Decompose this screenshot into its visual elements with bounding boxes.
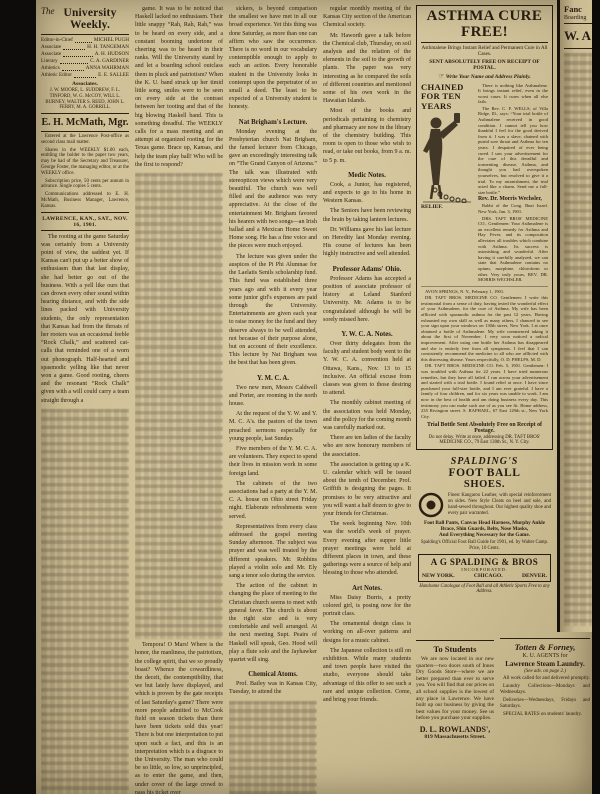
text-line: SPECIAL RATES on students' laundry. <box>503 712 582 717</box>
text-line: All work called for and delivered promptly. <box>503 676 591 681</box>
divider <box>41 34 129 35</box>
dateline: LAWRENCE, KAN., SAT., NOV. 16, 1901. <box>42 215 128 228</box>
article-paragraph: Miss Daisy Burris, a pretty colored girl, is posing now for the portrait class. <box>323 594 411 617</box>
asthma-free-line: SENT ABSOLUTELY FREE ON RECEIPT OF POSTAL. <box>429 58 540 71</box>
text-line: Shares in the WEEKLY $1.00 each, entitling the holder to the paper two years, may be had of the Secretary and Treasurer, George Foster, the managing editor, or at the WEEKLY office. <box>41 147 129 177</box>
article-paragraph: The cabinets of the two associations had a party at the Y. M. C. A. house on Ohio street Friday night. Elaborate refreshments were served. <box>229 480 317 520</box>
article-heading: Y. M. C. A. <box>256 374 290 382</box>
asthma-title-line2: FREE! <box>461 23 508 40</box>
article-paragraph: sickers, is beyond comparison the smallest we have met in all our broad experience. Yet this thing was done Saturday, as more than one can affirm who saw the occurrence. There is no word in our vocabulary contemptible enough to apply to such an action. Every honorable student in the University looks in contempt upon the perpetrator of so small a deed. The least to be expected of a University student is honesty. <box>229 6 317 111</box>
rowlands-name: D. L. ROWLANDS', <box>419 724 491 734</box>
article-paragraph: Two new men, Messrs Caldwell and Porter, are rooming in the north house. <box>229 384 317 407</box>
spalding-brand: SPALDING'S <box>450 456 519 468</box>
staff-name: H. H. TANGEMAN <box>87 44 129 50</box>
text-line: DENVER. <box>521 572 547 579</box>
adjacent-page-fragment: W. A <box>564 28 591 43</box>
asthma-testimonials <box>478 83 548 284</box>
article-paragraph: At the request of the Y. W. and Y. M. C. A's. the pastors of the town preached sermons especially for young people, last Sunday. <box>229 411 317 442</box>
article-paragraph: Prof. Bailey was in Kansas City, Tuesday, to attend the <box>229 681 317 696</box>
leader-dots <box>63 56 93 57</box>
column-2 <box>135 5 223 794</box>
article-paragraph: Cook, a Junior, has registered, and expects to go to his home in Western Kansas. <box>323 181 411 205</box>
article-heading: Rev. Dr. Morris Wechsler, <box>478 196 542 203</box>
staff-list <box>41 37 129 79</box>
staff-role: Associate <box>41 51 62 57</box>
adjacent-page-fragment: Boarding <box>564 15 587 21</box>
to-students-ad <box>416 640 494 740</box>
staff-name: E. E. SALLEE <box>98 72 129 78</box>
leader-dots <box>75 42 92 43</box>
see-adv-note: (See adv. on page 2.) <box>524 669 566 674</box>
article-paragraph: The action of the cabinet in changing the place of meeting to the Christian church seems to meet with general favor. The church is about the right size and is very comfortable and well arranged. At the next meeting Supt. Peairs of Haskell will speak, Geo. Hood will play a flute solo and the Jayhawker quartet will sing. <box>229 583 317 664</box>
spalding-cities <box>422 573 547 579</box>
spalding-logo-icon <box>418 492 444 518</box>
article-paragraph: DR. TAFT BROS. MEDICINE CO. Feb. 5, 1901. Gentlemen: I was troubled with Asthma for 22 years. I have tried numerous remedies, but they have all failed. I ran across your advertisement and started with a trial bottle. I found relief at once. I have since purchased your full-size bottle, and I am ever grateful. I have a family of four children, and for six years was unable to work. I am now in the best of health and am doing business every day. This testimony you can make such use of as you see fit. Home address, 235 Rivington street. S. RAPHAEL, 67 East 129th st., New York City. <box>421 363 548 419</box>
divider <box>41 212 129 213</box>
text-line: CHAINED <box>421 81 464 92</box>
article-paragraph: The Seniors have been reviewing the brain by taking lantern lectures. <box>323 208 411 223</box>
text-line: Subscription price, 50 cents per annum in advance. Single copies 5 cents. <box>41 178 129 190</box>
adjacent-page-fragment: Fanc <box>564 4 582 14</box>
spalding-ad <box>416 455 553 596</box>
staff-row <box>41 65 129 72</box>
spalding-shoe-copy: Finest Kangaroo Leather, with special reinforcement on sides. New Style Cleats on heel and sole, and hand-sewed throughout. Our highest quality shoe and every pair warranted. <box>448 493 551 516</box>
manager-name: E. H. McMath, Mgr. <box>41 117 129 129</box>
paper-title-the: The <box>41 6 55 16</box>
staff-row <box>41 37 129 44</box>
asthma-title-line1: ASTHMA CURE <box>426 8 543 24</box>
article-paragraph: The monthly cabinet meeting of the association was held Monday, and the policy for the coming month was carefully marked out. <box>323 400 411 431</box>
illegible-text-region <box>135 173 223 639</box>
spalding-gear-line2: And Everything Necessary for the Game. <box>439 532 530 539</box>
associates-names: J. W. MOORE, L. SUDDREW, F. L. TINFORD, W. G. McCOY, WILL L. BURNEY, WALTER S. REED, JOHN L. FERRY, M. A. GORRILL. <box>45 88 125 111</box>
ads-column <box>416 5 553 637</box>
column-4 <box>323 5 411 794</box>
newspaper-page <box>36 0 592 794</box>
article-paragraph: There is nothing like Asthmalene. It brings instant relief, even in the worst cases. It cures when all else fails. <box>478 82 548 105</box>
column-3 <box>229 5 317 794</box>
article-heading: Nat Brigham's Lecture. <box>238 118 308 126</box>
article-heading: Medic Notes. <box>348 171 386 179</box>
scan-right-edge <box>592 0 600 794</box>
staff-role: Editor-in-Chief <box>41 37 73 43</box>
article-paragraph: The ornamental design class is working on all-over patterns and designs for a music cabinet. <box>323 621 411 644</box>
staff-name: MICHEL PUGH <box>93 37 129 43</box>
spalding-body <box>418 492 551 518</box>
article-paragraph: There are ten ladies of the faculty who are now honorary members of the association. <box>323 435 411 458</box>
text-line: CHICAGO. <box>473 572 503 579</box>
article-paragraph: Mr. Haworth gave a talk before the Chemical club, Thursday, on soil analysis and the relation of the elements in the soil to the growth of plants. The paper was very interesting as he compared the soils of different countries and mentioned some of his own work in the Hawaiian Islands. <box>323 32 411 105</box>
article-paragraph: The association is getting up a K. U. calendar which will be issued about the tenth of December. Prof. Griffith is designing the pages. It promises to be very attractive and you will want a half dozen to give to your friends for Christmas. <box>323 461 411 517</box>
asthma-subtitle: Asthmalene Brings Instant Relief and Permanent Cure in All Cases. <box>421 45 548 57</box>
chained-heading <box>421 83 475 112</box>
staff-role: Athletics <box>41 65 60 71</box>
spalding-company-box <box>418 554 551 582</box>
staff-role: Associate <box>41 44 62 50</box>
divider <box>41 113 129 114</box>
article-heading: Professor Adams' Ohio. <box>332 265 402 273</box>
totten-forney-ad <box>500 638 590 720</box>
text-line: NEW YORK. <box>422 572 455 579</box>
divider <box>41 230 129 231</box>
divider <box>41 131 129 132</box>
article-paragraph: Professor Adams has accepted a position of associate professor of history at Leland Stanford University. Mr. Adams is to be congratulated although he will be sorely missed here. <box>323 275 411 323</box>
staff-row <box>41 58 129 65</box>
article-paragraph: The lecture was given under the auspices of the Pi Phi Alumnae for the Laelatis Senils scholarship fund. This fund was established three years ago and with it every year some junior girl's expenses are paid through the University. Entertainments are given each year to raise money for the fund and they deserve always to be well attended, not because of their purpose alone, but on account of their excellence. This lecture by Nat Brigham was the best that has been given. <box>229 253 317 367</box>
spalding-catalogue-line: Handsome Catalogue of Foot Ball and all Athletic Sports Free to any Address. <box>419 583 550 595</box>
relief-caption: RELIEF. <box>421 204 443 211</box>
pointing-hand-icon: ☞ <box>438 72 445 80</box>
illegible-text-region <box>41 409 129 794</box>
paper-title <box>41 7 129 31</box>
text-line: FOR TEN <box>421 91 461 102</box>
text-line: Entered at the Lawrence Post-office as second class mail matter. <box>41 134 129 146</box>
article-paragraph: Monday evening at the Presbyterian church Nat Brigham, the famed lecturer from Chicago, gave an exceedingly interesting talk on “The Grand Canyon of Arizona.” The talk was illustrated with stereopticon views which were very beautiful. The church was well filled and the audience was very appreciative. At the close of the entertainment Mr. Brigham favored his hearers with two songs—an Irish ballad and a Mexican Home Sweet Home song. He has a fine voice and the pieces were much enjoyed. <box>229 128 317 250</box>
leader-dots <box>74 77 96 78</box>
asthma-address-line: Do not delay. Write at once, addressing DR. TAFT BROS' MEDICINE CO., 79 East 130th St., N. Y. City. <box>428 434 541 446</box>
staff-name: ANNA WAHRMAN <box>85 65 129 71</box>
trial-bottle-line: Trial Bottle Sent Absolutely Free on Receipt of Postage. <box>427 421 542 434</box>
staff-row <box>41 44 129 51</box>
to-students-heading: To Students <box>433 644 477 654</box>
text-line: Communications addressed to E. H. McMath, Business Manager, Lawrence, Kansas. <box>41 191 129 209</box>
asthma-write-line <box>421 72 548 80</box>
spalding-incorporated: INCORPORATED. <box>461 566 508 572</box>
article-paragraph: Most of the books and periodicals pertaining to chemistry and pharmacy are now in the library of the chemistry building. This room is open to those who wish to read, or take out books, from 9 a. m. to 5 p. m. <box>323 108 411 164</box>
staff-role: Literary <box>41 58 58 64</box>
asthma-write-text: Write Your Name and Address Plainly. <box>445 74 531 80</box>
article-paragraph: Dr. Williams gave his last lecture on Heredity last Monday evening. His course of lectures has been highly instructive and well attended. <box>323 226 411 258</box>
staff-role: Athletic Editor <box>41 72 72 78</box>
spalding-shoes: SHOES. <box>463 479 506 491</box>
staff-row <box>41 51 129 58</box>
associates-label: Associates. <box>72 81 98 87</box>
text-line: Deliveries—Wednesdays, Fridays and Saturdays. <box>500 698 590 709</box>
leader-dots <box>60 63 88 64</box>
steam-laundry-name: Lawrence Steam Laundry. <box>505 660 585 668</box>
asthma-ad-title <box>421 9 548 40</box>
article-paragraph: Representatives from every class addressed the gospel meeting Sunday afternoon. The subject was prayer and was well treated by the different speakers. Mr. Robbins played a violin solo and Mr. Ely sang a tenor solo during the service. <box>229 523 317 579</box>
text-line: Laundry Collections—Mondays and Wednesdays. <box>500 684 590 695</box>
article-paragraph: DRS. TAFT BROS' MEDICINE CO., Gentlemen: Your Asthmalene is an excellent remedy for Asthma and Hay Fever, and its composition alleviates all troubles which combine with Asthma. Its success is astonishing and wonderful. After having it carefully analyzed, we can state that Asthmalene contains no opium, morphine, chloroform or ether. Very truly yours, REV. DR. MORRIS WECHSLER. <box>478 215 548 283</box>
masthead <box>41 5 129 233</box>
divider <box>564 23 592 24</box>
column-1 <box>41 5 129 794</box>
article-paragraph: regular monthly meeting of the Kansas City section of the American Chemical society. <box>323 6 411 29</box>
rowlands-address: 819 Massachusetts Street. <box>424 733 486 740</box>
asthma-cure-ad <box>416 5 553 450</box>
article-heading: Art Notes. <box>352 584 382 592</box>
chained-man-illustration <box>421 111 473 203</box>
divider <box>564 48 592 49</box>
staff-name: C. A. GARDINER <box>90 58 129 64</box>
illegible-text-region <box>229 701 317 794</box>
article-paragraph: The Japanese collection is still on exhibition. While many students and town people have visited the studio, everyone should take advantage of this offer to see such a rare and unique collection. Come, and bring your friends. <box>323 647 411 704</box>
asthma-ad-body <box>421 83 548 284</box>
spalding-football: FOOT BALL <box>448 467 521 480</box>
ku-agents-line: K. U. AGENTS for <box>522 653 568 659</box>
illegible-text-region <box>564 53 592 626</box>
spalding-guide-line: Spalding's Official Foot Ball Guide for 1901, ed. by Walter Camp. Price, 10 Cents. <box>420 540 549 552</box>
paper-title-main: University Weekly. <box>63 7 117 31</box>
article-paragraph: Over thirty delegates from the faculty and student body went to the Y. W. C. A. convention held at Ottawa, Kans., Nov. 13 to 15 inclusive. An official excuse from classes was given to those desiring to attend. <box>323 340 411 397</box>
leader-dots <box>62 70 84 71</box>
article-paragraph: game. It was to be noticed that Haskell lacked no enthusiasm. Their little snappy “Rah, Rah, Rah,” was to be heard on every side, and a constant booming undertone of cheering was to be heard in their ranks. Will the University stand by and let a boarding school outclass them in pluck and patriotism? When the K. U. band struck up her timid little song, smiles were to be seen on every side at the contrast between her tooting and that of the big blowing Haskell band. This is something dreadful. The WEEKLY calls for a mass meeting and an attempt at organized rooting for the Texas game. Brace up, Kansas, and help the team play ball! Who will be the first to respond? <box>135 6 223 168</box>
asthma-letters <box>421 286 548 420</box>
article-paragraph: Five members of the Y. M. C. A. are volunteers. They expect to spend their lives in mission work in some foreign land. <box>229 445 317 477</box>
staff-row <box>41 72 129 79</box>
article-paragraph: The Rev. C. F. WELLS, of Villa Ridge, Ill., says: “Your trial bottle of Asthmalene received in good condition. I cannot tell you how thankful I feel for the good derived from it. I was a slave, chained with putrid sore throat and Asthma for ten years. I despaired of ever being cured. I saw your advertisement for the cure of this dreadful and tormenting disease, Asthma, and thought you had overspoken yourselves, but resolved to give it a trial. To my astonishment, the trial acted like a charm. Send me a full-size bottle.” <box>478 105 548 195</box>
laundry-schedule <box>500 676 590 718</box>
article-paragraph: AVON SPRINGS, N. Y., February 1, 1901. <box>425 288 505 294</box>
article-heading: Chemical Atoms. <box>248 671 298 679</box>
article-paragraph: Rabbi of the Cong. Bnai Israel. New York, Jan. 3, 1901. <box>478 203 548 214</box>
text-line: YEARS <box>421 100 452 111</box>
chained-panel <box>421 83 475 284</box>
staff-name: A. H. HUDSON <box>94 51 129 57</box>
publication-notices <box>41 134 129 209</box>
totten-forney-name: Totten & Forney, <box>514 642 576 652</box>
divider <box>421 42 548 43</box>
spalding-gear-line: Foot Ball Pants, Canvas Head Harness, Murphy Ankle Brace, Shin Guards, Belts, Nose Masks, <box>424 520 545 533</box>
article-paragraph: The rooting at the game Saturday was certainly from a University point of view, the saddest yet. If Kansas can't put up a better show of enthusiasm than that last display, she had better go out of the business. With a yell like ours that can drown every other sound within hearing distance, and with the side lines packed with University students, the only representation that Kansas had from the throats of her rooters was an occasional feeble “Rock Chalk,” and scattered cat-calls that reminded one of a worn out phonograph. Half-hearted and spasmodic yelling like that never won a game. Good rooting, cheers and the resonant “Rock Chalk” given with a will could carry a team straight through a <box>41 233 129 404</box>
article-paragraph: The week beginning Nov. 10th was the world's week of prayer. Every evening after supper little prayer meetings were held at different places in town, and these gatherings were a source of help and blessing to those who attended. <box>323 521 411 577</box>
article-paragraph: Tempora! O Mars! Where is the honor, the manliness, the patriotism, the college spirit, that we so proudly boast? Whence the cowardliness, the deceit, the contemptibility, that we but lately have displayed, and which is proven by the gate receipts of last Saturday's game? There were more people admitted to McCook field on season tickets than there have been tickets sold this year! There is but one interpretation to put upon such a fact, and this is an interpretation which is a disgrace to the University. The man who could be so little, so low, so unprincipled, as to enter the game, and then, under cover of the large crowd to pass his ticket over <box>135 642 223 794</box>
spalding-company-name: A G SPALDING & BROS <box>430 556 539 567</box>
leader-dots <box>63 49 85 50</box>
to-students-body: We are now located in our new quarters—two doors south of Innes Dry Goods Store—where we are better prepared than ever to serve you. You will find that our prices on all school supplies is the lowest of any place in Lawrence. We have built up our business by giving the best values for your money. See us before you purchase your supplies. <box>416 656 495 722</box>
article-paragraph: DR. TAFT BROS. MEDICINE CO. Gentlemen: I write this testimonial from a sense of duty, having tested the wonderful effect of your Asthmalene, for the cure of Asthma. My wife has been afflicted with spasmodic asthma for the past 12 years. Having exhausted my own skill as well as many others, I chanced to see your sign upon your windows on 130th street, New York. I at once obtained a bottle of Asthmalene. My wife commenced taking it about the first of November. I very soon noticed a radical improvement. After using one bottle her Asthma has disappeared and she is entirely free from all symptoms. I feel that I can consistently recommend the medicine to all who are afflicted with this distressing disease. Yours respectfully, O. D. PHELPS, M. D. <box>421 295 548 362</box>
article-heading: Y. W. C. A. Notes. <box>341 330 393 338</box>
adjacent-page-strip <box>557 0 592 632</box>
